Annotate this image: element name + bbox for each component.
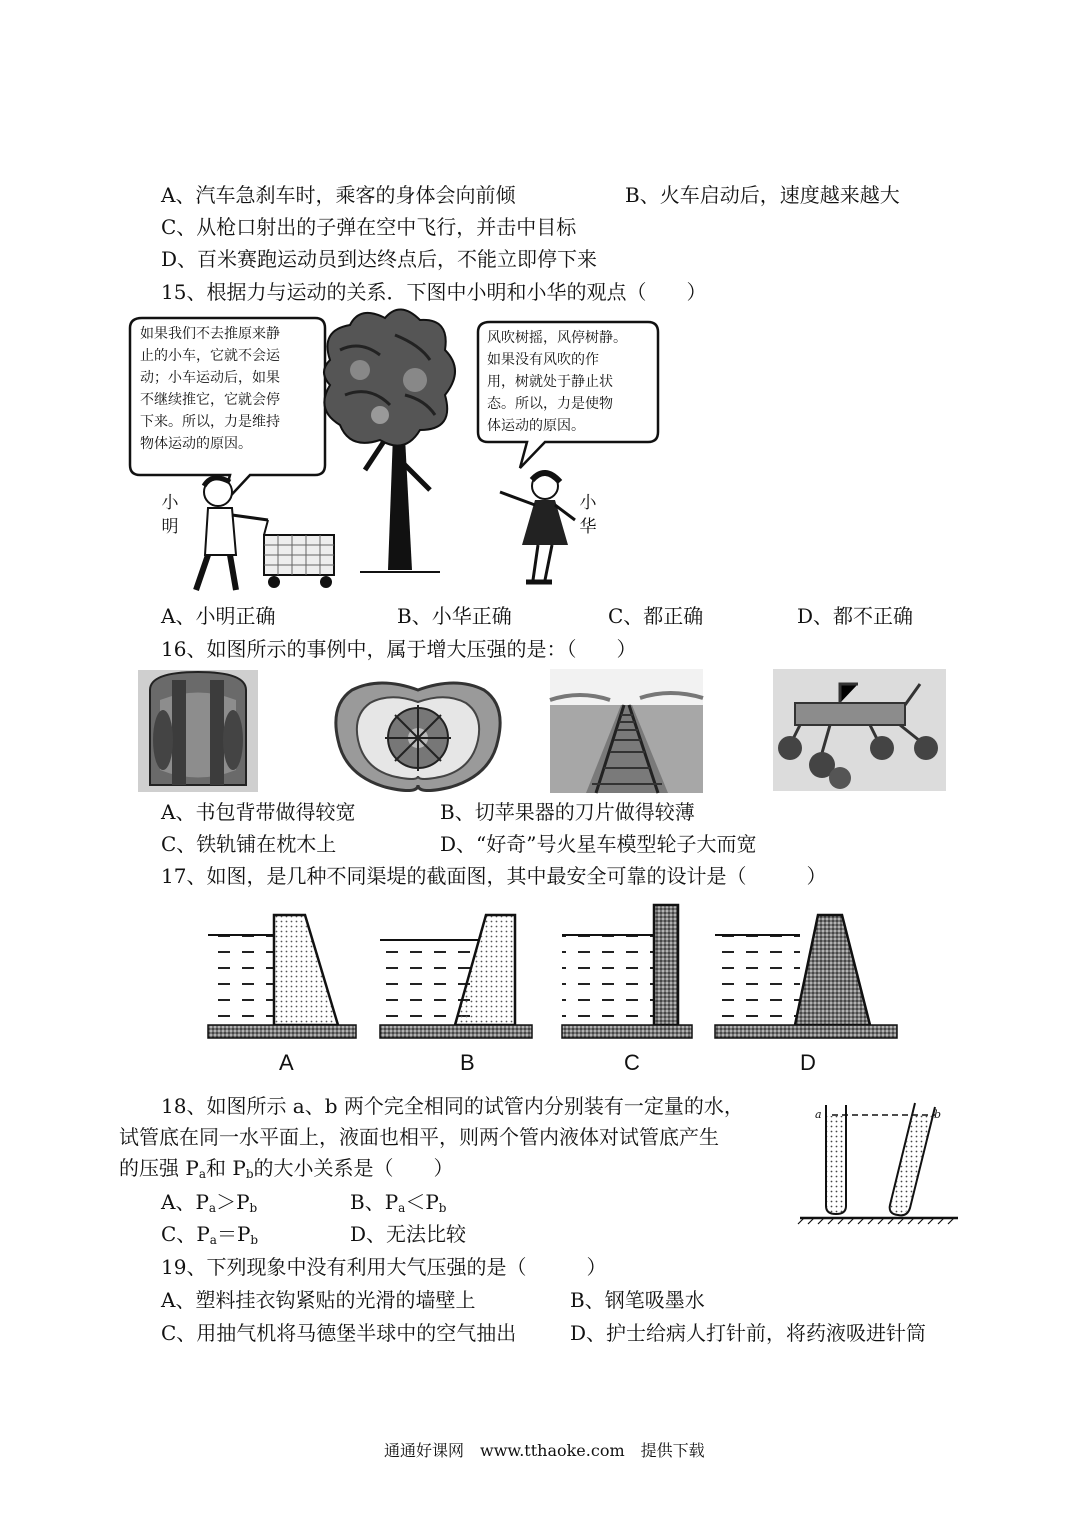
q14-option-b: B、火车启动后，速度越来越大 <box>625 183 900 207</box>
q18-line2: 试管底在同一水平面上，液面也相平，则两个管内液体对试管底产生 <box>119 1125 719 1149</box>
q16-option-c: C、铁轨铺在枕木上 <box>161 832 337 856</box>
xiaohua-bubble-line: 体运动的原因。 <box>487 418 585 434</box>
xiaoming-bubble-line: 物体运动的原因。 <box>140 436 252 452</box>
q19-option-b: B、钢笔吸墨水 <box>570 1288 705 1312</box>
dam-label-b: B <box>460 1050 475 1075</box>
q18-line3: 的压强 $P_a$和 $P_b$的大小关系是（ ） <box>119 1156 454 1181</box>
q16-option-b: B、切苹果器的刀片做得较薄 <box>440 800 695 824</box>
q19-option-d: D、护士给病人打针前，将药液吸进针筒 <box>570 1321 927 1345</box>
q14-option-c: C、从枪口射出的子弹在空中飞行，并击中目标 <box>161 215 577 239</box>
q16-option-a: A、书包背带做得较宽 <box>161 800 356 824</box>
q16-question: 16、如图所示的事例中，属于增大压强的是：（ ） <box>161 637 637 661</box>
q19-option-a: A、塑料挂衣钩紧贴的光滑的墙壁上 <box>161 1288 476 1312</box>
page-footer: 通通好课网 www.tthaoke.com 提供下载 <box>384 1441 705 1460</box>
xiaoming-name-char: 明 <box>161 517 179 537</box>
q18-option-c: C、$P_a=P_b$ <box>161 1222 259 1247</box>
xiaoming-bubble-line: 不继续推它，它就会停 <box>140 392 280 408</box>
q16-option-d: D、“好奇”号火星车模型轮子大而宽 <box>440 832 757 856</box>
q17-question: 17、如图，是几种不同渠堤的截面图，其中最安全可靠的设计是（ ） <box>161 864 827 888</box>
xiaoming-bubble-line: 下来。所以，力是维持 <box>140 414 280 430</box>
xiaohua-bubble-line: 用，树就处于静止状 <box>487 374 613 390</box>
tube-b-label: b <box>934 1108 942 1121</box>
q15-question: 15、根据力与运动的关系．下图中小明和小华的观点（ ） <box>161 280 707 304</box>
dam-label-c: C <box>624 1050 640 1075</box>
xiaohua-bubble-line: 风吹树摇，风停树静。 <box>487 330 627 346</box>
q15-option-a: A、小明正确 <box>161 604 276 628</box>
xiaohua-name-char: 华 <box>579 517 597 537</box>
tube-a-label: a <box>815 1108 822 1121</box>
xiaohua-name-char: 小 <box>579 493 597 513</box>
q15-option-d: D、都不正确 <box>797 604 914 628</box>
xiaoming-bubble-line: 止的小车，它就不会运 <box>140 348 280 364</box>
xiaoming-bubble-line: 动；小车运动后，如果 <box>140 370 280 386</box>
xiaoming-bubble-line: 如果我们不去推原来静 <box>140 326 280 342</box>
dam-label-d: D <box>800 1050 816 1075</box>
xiaohua-bubble-line: 如果没有风吹的作 <box>487 352 599 368</box>
q14-option-a: A、汽车急刹车时，乘客的身体会向前倾 <box>161 183 516 207</box>
q18-option-d: D、无法比较 <box>350 1222 467 1246</box>
q15-option-c: C、都正确 <box>608 604 704 628</box>
q19-option-c: C、用抽气机将马德堡半球中的空气抽出 <box>161 1321 517 1345</box>
q18-line1: 18、如图所示 a、b 两个完全相同的试管内分别装有一定量的水， <box>161 1094 744 1118</box>
xiaoming-name-char: 小 <box>161 493 179 513</box>
q18-option-b: B、$P_a<P_b$ <box>350 1190 447 1215</box>
q15-option-b: B、小华正确 <box>397 604 512 628</box>
dam-label-a: A <box>279 1050 294 1075</box>
q14-option-d: D、百米赛跑运动员到达终点后，不能立即停下来 <box>161 247 598 271</box>
q19-question: 19、下列现象中没有利用大气压强的是（ ） <box>161 1255 607 1279</box>
xiaohua-bubble-line: 态。所以，力是使物 <box>487 396 613 412</box>
q18-option-a: A、$P_a>P_b$ <box>161 1190 258 1215</box>
